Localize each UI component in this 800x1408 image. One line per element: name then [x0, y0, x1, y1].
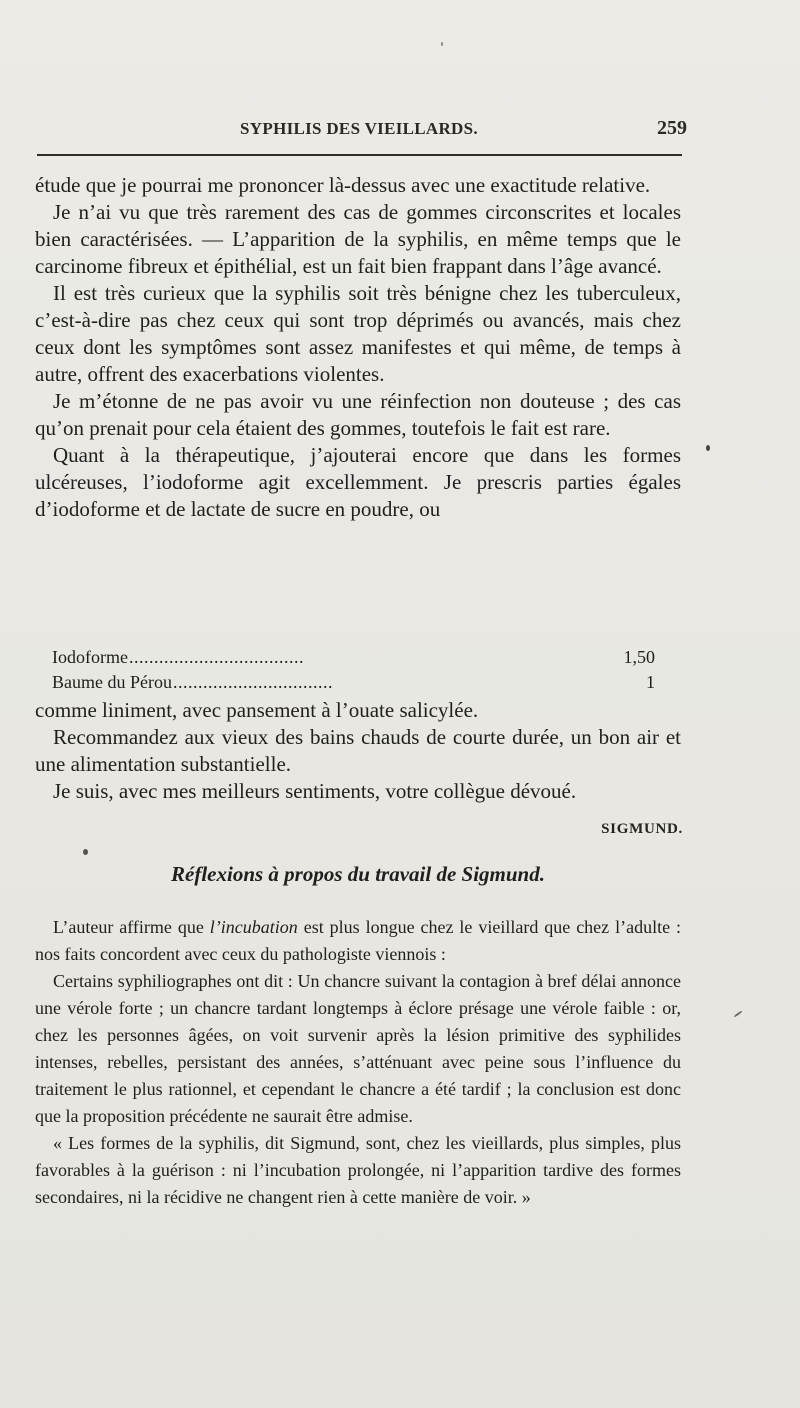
letter-closing	[35, 697, 681, 805]
formula-quantity: 1	[646, 672, 655, 692]
running-head	[34, 117, 687, 139]
paragraph-liniment: comme liniment, avec pansement à l’ouate salicylée.	[35, 698, 479, 722]
paragraph-continuation: étude que je pourrai me prononcer là-dessus avec une exactitude relative.	[35, 173, 651, 197]
paragraph-reinfection: Je m’étonne de ne pas avoir vu une réinfection non douteuse ; des cas qu’on prenait pour cela étaient des gommes, toutefois le fait est rare.	[35, 389, 681, 440]
formula-row	[52, 670, 655, 695]
ink-speck	[706, 445, 710, 451]
paragraph-citation: « Les formes de la syphilis, dit Sigmund, sont, chez les vieillards, plus simples, plus favorables à la guérison : ni l’incubation prolongée, ni l’apparition tardive des formes secondaires, ni la récidive ne changent rien à cette manière de voir. »	[35, 1133, 681, 1207]
paragraph-therapeutique: Quant à la thérapeutique, j’ajouterai encore que dans les formes ulcéreuses, l’iodoforme agit excellemment. Je prescris parties égales d’iodoforme et de lactate de sucre en poudre, ou	[35, 443, 681, 521]
paragraph-recommandations: Recommandez aux vieux des bains chauds de courte durée, un bon air et une alimentation substantielle.	[35, 725, 681, 776]
header-rule	[37, 154, 682, 156]
ink-speck	[441, 42, 443, 46]
paragraph-salutation: Je suis, avec mes meilleurs sentiments, votre collègue dévoué.	[53, 779, 577, 803]
formula-row	[52, 645, 655, 670]
section-heading: Réflexions à propos du travail de Sigmund.	[171, 862, 545, 886]
ink-speck	[733, 1010, 742, 1017]
formula-leader-dots: ................................	[172, 672, 333, 692]
paragraph-incubation	[35, 914, 681, 968]
paragraph-syphiliographes: Certains syphiliographes ont dit : Un chancre suivant la contagion à bref délai annonce une vérole forte ; un chancre tardant longtemps à éclore présage une vérole faible : or, chez les personnes âgées, on voit survenir après la lésion primitive des syphilides intenses, rebelles, persistant des années, s’atténuant avec peine sous l’influence du traitement le plus rationnel, et cependant le chancre a été tardif ; la conclusion est donc que la proposition précédente ne saurait être admise.	[35, 971, 681, 1126]
signature: SIGMUND.	[601, 821, 683, 837]
section-body	[35, 914, 681, 1211]
page-number: 259	[657, 117, 687, 139]
formula-ingredient: Iodoforme	[52, 647, 128, 667]
italic-term: l’incubation	[209, 917, 298, 937]
paragraph-tuberculeux: Il est très curieux que la syphilis soit très bénigne chez les tuberculeux, c’est-à-dire pas chez ceux qui sont trop déprimés ou avancés, mais chez ceux dont les symptômes sont assez manifestes et qui même, de temps à autre, offrent des exacerbations violentes.	[35, 281, 681, 386]
formula-ingredient: Baume du Pérou	[52, 672, 172, 692]
letter-body	[35, 172, 681, 523]
ink-speck	[83, 849, 88, 855]
paragraph-gommes: Je n’ai vu que très rarement des cas de gommes circonscrites et locales bien caractérisées. — L’apparition de la syphilis, en même temps que le carcinome fibreux et épithélial, est un fait bien frappant dans l’âge avancé.	[35, 200, 681, 278]
formula-leader-dots: ...................................	[128, 647, 304, 667]
formula-quantity: 1,50	[623, 647, 655, 667]
running-title: SYPHILIS DES VIEILLARDS.	[240, 119, 478, 138]
text-run: L’auteur affirme que	[53, 917, 210, 937]
text-run: est plus longue chez le vieillard que chez l’adulte : nos faits concordent avec ceux du pathologiste viennois :	[35, 917, 682, 964]
prescription-formula	[52, 645, 655, 695]
